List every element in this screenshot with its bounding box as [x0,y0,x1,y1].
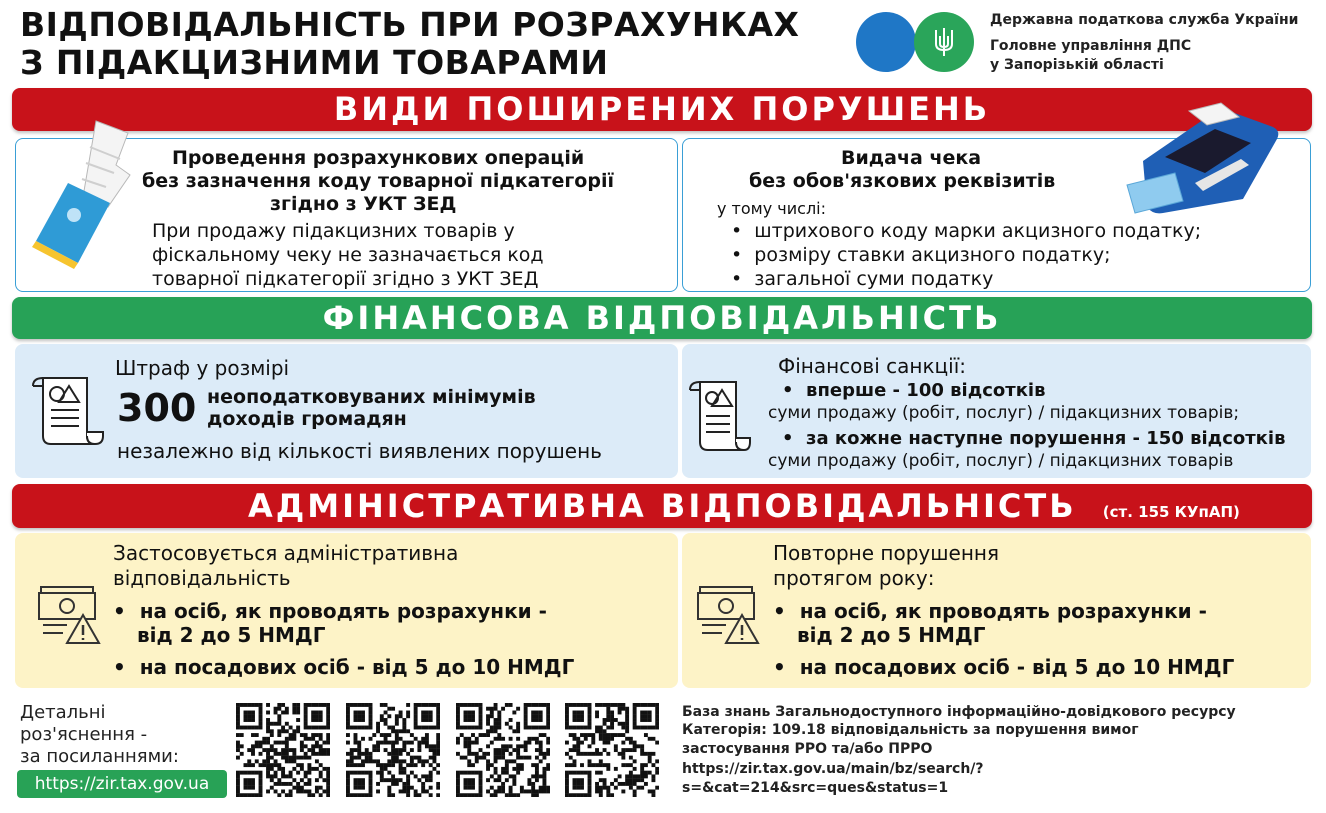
sanction-item-1-sub: суми продажу (робіт, послуг) / підакцизних товарів; [768,403,1240,423]
org-name: Державна податкова служба України [990,12,1299,28]
qr-code-icon[interactable] [346,703,440,797]
org-department: Головне управління ДПС [990,38,1192,54]
sanction-item-2-sub: суми продажу (робіт, послуг) / підакцизних товарів [768,451,1234,471]
fine-label: Штраф у розмірі [115,356,290,380]
admin-right-line-1: Повторне порушення [773,541,1000,565]
administrative-banner-title: АДМІНІСТРАТИВНА ВІДПОВІДАЛЬНІСТЬ [248,487,1077,525]
money-warning-icon [37,583,101,645]
kb-line-4[interactable]: https://zir.tax.gov.ua/main/bz/search/? [682,761,984,777]
left-heading-3: згідно з УКТ ЗЕД [270,193,457,215]
coat-of-arms-icon [932,26,956,58]
admin-right-item-2: • на посадових осіб - від 5 до 10 НМДГ [773,655,1235,679]
sanction-item-2: • за кожне наступне порушення - 150 відсотків [782,428,1286,449]
sanctions-label: Фінансові санкції: [778,354,966,378]
admin-left-line-2: відповідальність [113,566,291,590]
financial-banner: ФІНАНСОВА ВІДПОВІДАЛЬНІСТЬ [12,297,1312,339]
administrative-banner-note: (ст. 155 КУпАП) [1102,503,1240,521]
right-heading-1: Видача чека [841,147,982,169]
logo-blue-circle [856,12,916,72]
document-warning-icon [29,374,109,448]
left-text-3: товарної підкатегорії згідно з УКТ ЗЕД [152,268,539,290]
admin-left-item-2: • на посадових осіб - від 5 до 10 НМДГ [113,655,575,679]
right-heading-2: без обов'язкових реквізитів [749,170,1056,192]
org-region: у Запорізькій області [990,57,1164,73]
admin-panel-left [15,533,678,688]
sanction-item-1: • вперше - 100 відсотків [782,380,1046,401]
right-list-item-1: • штрихового коду марки акцизного податку; [731,220,1202,242]
right-list-item-3: • загальної суми податку [731,268,994,290]
receipt-terminal-icon [24,117,142,269]
left-heading-1: Проведення розрахункових операцій [172,147,585,169]
violations-banner: ВИДИ ПОШИРЕНИХ ПОРУШЕНЬ [12,88,1312,131]
kb-line-1: База знань Загальнодоступного інформаційно-довідкового ресурсу [682,704,1236,720]
fine-amount: 300 [117,386,197,430]
details-line-1: Детальні [20,702,106,723]
fine-amount-text-2: доходів громадян [207,408,407,430]
left-text-2: фіскальному чеку не зазначається код [152,244,544,266]
fine-note: незалежно від кількості виявлених порушень [117,439,602,463]
left-text-1: При продажу підакцизних товарів у [152,220,515,242]
fine-panel [15,344,678,478]
qr-code-icon[interactable] [456,703,550,797]
violation-panel-right [682,138,1311,292]
money-warning-icon [696,583,760,645]
admin-left-line-1: Застосовується адміністративна [113,541,459,565]
title-line-1: ВІДПОВІДАЛЬНІСТЬ ПРИ РОЗРАХУНКАХ [20,5,800,44]
title-line-2: З ПІДАКЦИЗНИМИ ТОВАРАМИ [20,43,609,82]
admin-left-item-1b: від 2 до 5 НМДГ [137,623,326,647]
kb-line-2: Категорія: 109.18 відповідальність за порушення вимог [682,722,1139,738]
admin-panel-right [682,533,1311,688]
fine-amount-text-1: неоподатковуваних мінімумів [207,386,536,408]
details-line-3: за посиланнями: [20,746,179,767]
site-link[interactable]: https://zir.tax.gov.ua [17,770,227,798]
kb-line-5[interactable]: s=&cat=214&src=ques&status=1 [682,780,949,796]
admin-right-item-1b: від 2 до 5 НМДГ [797,623,986,647]
details-line-2: роз'яснення - [20,724,148,745]
qr-code-icon[interactable] [236,703,330,797]
admin-right-item-1: • на осіб, як проводять розрахунки - [773,599,1207,623]
pos-terminal-icon [1123,101,1293,219]
page-title [20,6,799,82]
violation-panel-left [15,138,678,292]
left-heading-2: без зазначення коду товарної підкатегорії [142,170,614,192]
sanctions-panel [682,344,1311,478]
right-list-item-2: • розміру ставки акцизного податку; [731,244,1111,266]
document-warning-icon [688,378,752,454]
admin-left-item-1: • на осіб, як проводять розрахунки - [113,599,547,623]
right-intro: у тому числі: [717,199,826,218]
qr-code-icon[interactable] [565,703,659,797]
administrative-banner [12,484,1312,528]
kb-line-3: застосування РРО та/або ПРРО [682,741,933,757]
admin-right-line-2: протягом року: [773,566,935,590]
